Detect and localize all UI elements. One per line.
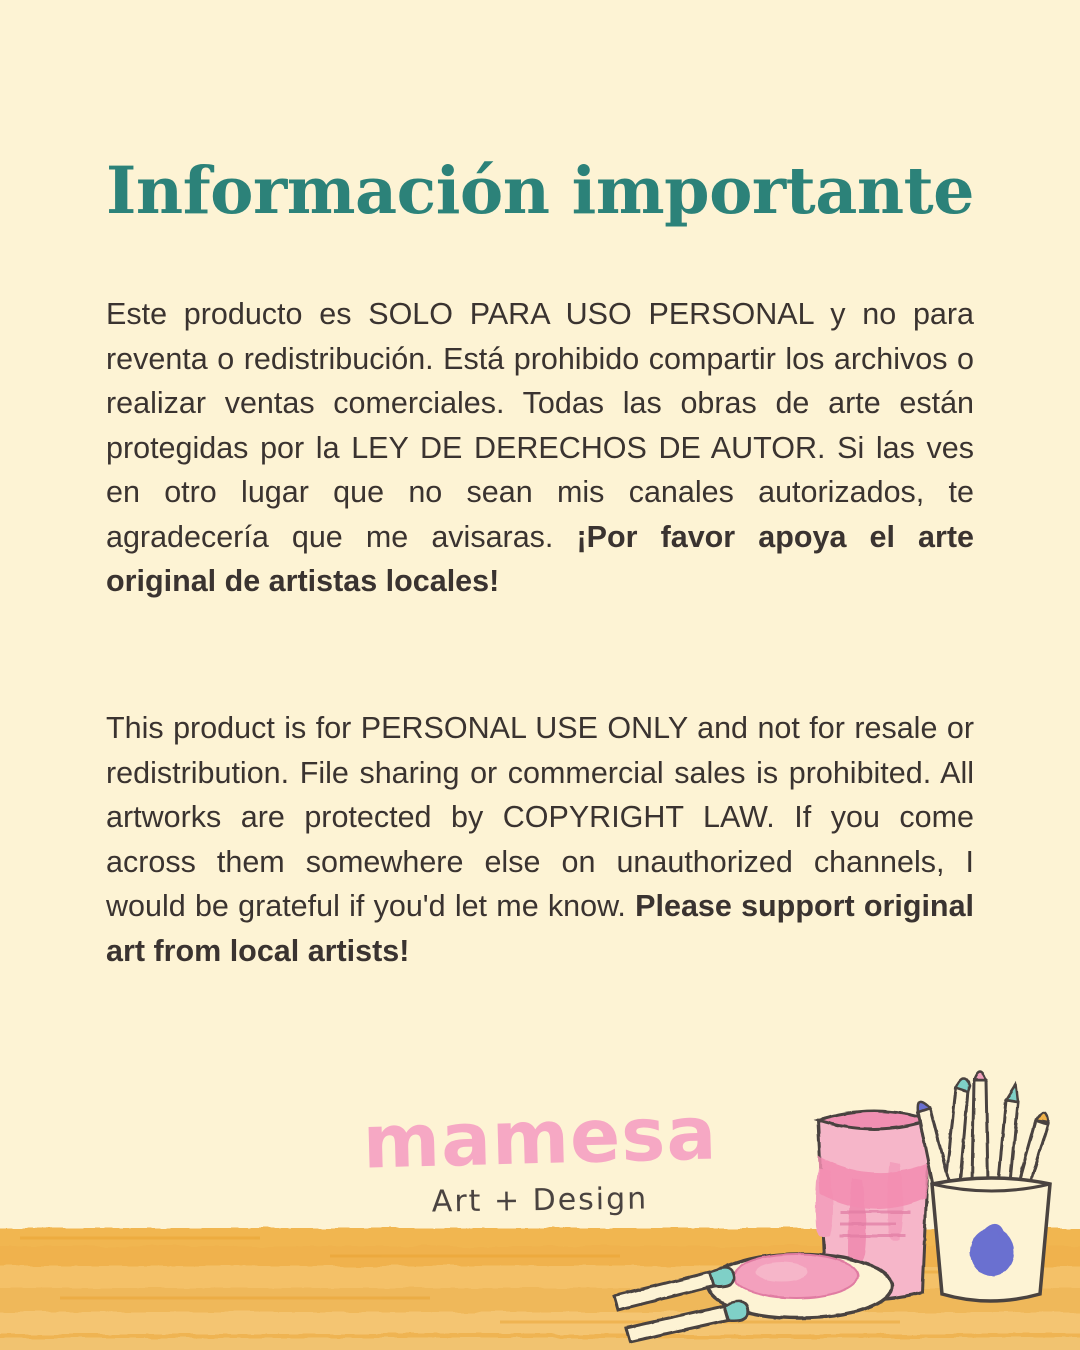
english-paragraph-emphasis: Please support original art from local artists! — [106, 889, 975, 968]
english-paragraph-text: This product is for PERSONAL USE ONLY and not for resale or redistribution. File sharing or commercial sales is prohibited. All artworks are protected by COPYRIGHT LAW. If you come across them somewhere else on unauthorized channels, I would be grateful if you'd let me know. — [106, 711, 974, 923]
page-title: Información importante — [106, 152, 974, 229]
spanish-disclaimer-paragraph — [106, 292, 974, 604]
bottom-illustration — [0, 1060, 1080, 1350]
brand-tagline: Art + Design — [431, 1181, 649, 1220]
spanish-paragraph-text: Este producto es SOLO PARA USO PERSONAL y no para reventa o redistribución. Está prohibido compartir los archivos o realizar ventas comerciales. Todas las obras de arte están protegidas por la LEY DE DERECHOS DE AUTOR. Si las ves en otro lugar que no sean mis canales autorizados, te agradecería que me avisaras. — [106, 297, 974, 554]
spanish-paragraph-emphasis: ¡Por favor apoya el arte original de artistas locales! — [106, 519, 974, 598]
brand-name: mamesa — [361, 1090, 719, 1186]
english-disclaimer-paragraph — [106, 706, 974, 973]
